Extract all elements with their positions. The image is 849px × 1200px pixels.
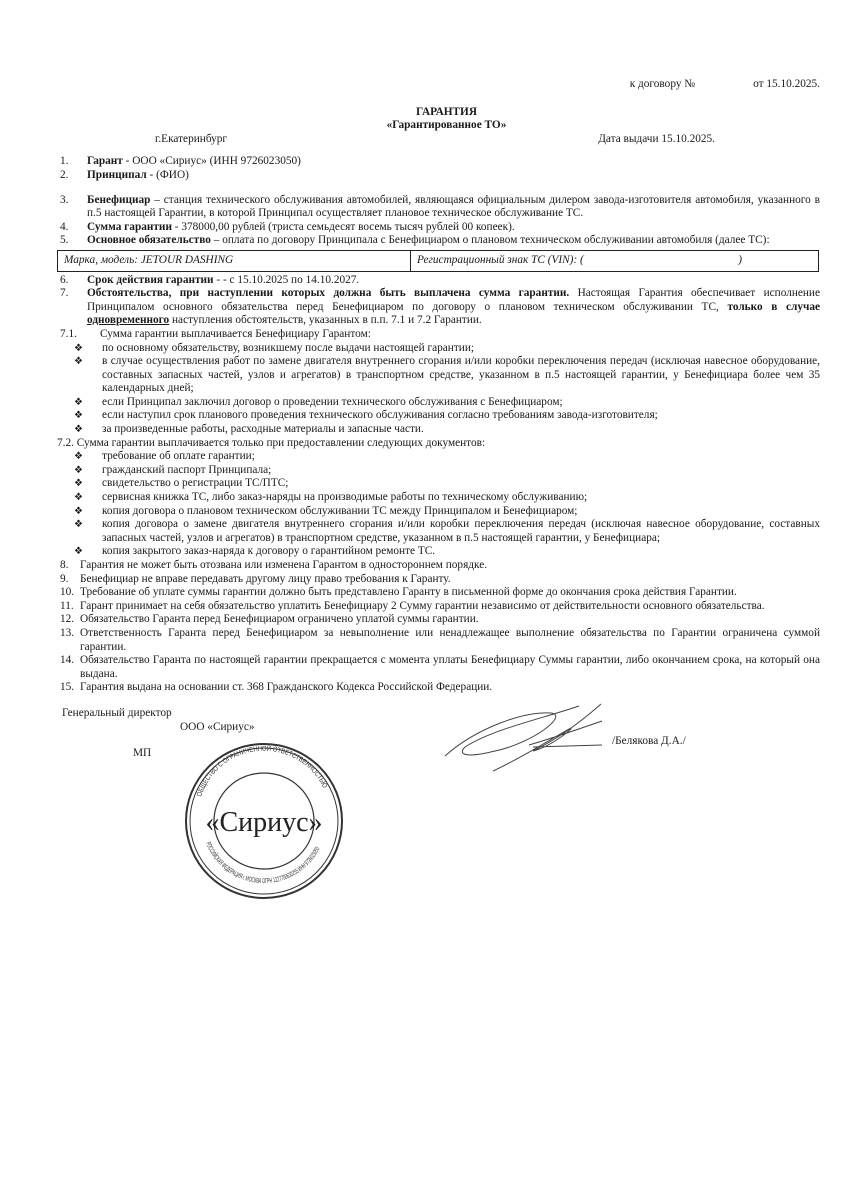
item-3: 3. Бенефициар – станция технического обслуживания автомобилей, являющаяся официальным дилером завода-изготовителя автомобиля, указанного в п.5 настоящей Гарантии, в которой Принципал осуществляет плановое техническое обслуживание ТС. <box>60 193 820 220</box>
bullet: ❖ сервисная книжка ТС, либо заказ-наряды на производимые работы по техническому обслуживанию; <box>74 491 588 504</box>
item-11: 11. Гарант принимает на себя обязательство уплатить Бенефициару 2 Сумму гарантии независимо от действительности основного обязательства. <box>60 599 765 612</box>
seal-mark-label: МП <box>133 746 152 759</box>
item-10: 10. Требование об уплате суммы гарантии должно быть представлено Гаранту в письменной форме до окончания срока действия Гарантии. <box>60 586 737 599</box>
item-4: 4. Сумма гарантии - 378000,00 рублей (триста семьдесят восемь тысяч рублей 00 копеек). <box>60 220 515 233</box>
contract-reference <box>57 78 820 92</box>
signer-company: ООО «Сириус» <box>180 720 255 733</box>
item-13: 13. Ответственность Гаранта перед Бенефициаром за невыполнение или ненадлежащее выполнение обязательства по Гарантии ограничена суммой гарантии. <box>60 626 820 653</box>
place-date-row <box>57 133 820 147</box>
bullet: ❖ копия закрытого заказ-наряда к договору о гарантийном ремонте ТС. <box>74 545 436 558</box>
contract-label: к договору № <box>629 78 696 90</box>
issue-date: Дата выдачи 15.10.2025. <box>598 132 715 145</box>
vehicle-model: Марка, модель: JETOUR DASHING <box>58 251 411 271</box>
document-subtitle: «Гарантированное ТО» <box>386 119 507 132</box>
stamp-ring-bottom: РОССИЙСКАЯ ФЕДЕРАЦИЯ г. МОСКВА ОГРН 1227700630255 ИНН 9726023050 <box>204 841 323 886</box>
bullet-icon: ❖ <box>74 424 83 436</box>
bullet: ❖ если наступил срок планового проведения технического обслуживания согласно требованиям завода-изготовителя; <box>74 409 658 422</box>
bullet-icon: ❖ <box>74 342 83 354</box>
item-8: 8. Гарантия не может быть отозвана или изменена Гарантом в одностороннем порядке. <box>60 559 488 571</box>
bullet: ❖ по основному обязательству, возникшему после выдачи настоящей гарантии; <box>74 341 475 354</box>
item-12: 12. Обязательство Гаранта перед Бенефициаром ограничено уплатой суммы гарантии. <box>60 613 479 626</box>
bullet-icon: ❖ <box>74 464 83 476</box>
bullet-icon: ❖ <box>74 546 83 558</box>
bullet-icon: ❖ <box>74 451 83 463</box>
item-7: 7. Обстоятельства, при наступлении которых должна быть выплачена сумма гарантии. Настоящая Гарантия обеспечивает исполнение Принципалом основного обязательства перед Бенефициаром по договору о плановом техническом обслуживании ТС, только в случае одновременного наступления обстоятельств, указанных в п.п. 7.1 и 7.2 Гарантии. <box>60 287 820 327</box>
bullet-icon: ❖ <box>74 492 83 504</box>
item-6: 6. Срок действия гарантии - - с 15.10.2025 по 14.10.2027. <box>60 273 360 286</box>
company-stamp <box>180 737 350 902</box>
bullet-icon: ❖ <box>74 356 83 368</box>
item-1: 1. Гарант - ООО «Сириус» (ИНН 9726023050) <box>60 155 301 168</box>
item-15: 15. Гарантия выдана на основании ст. 368 Гражданского Кодекса Российской Федерации. <box>60 681 493 694</box>
contract-date: от 15.10.2025. <box>753 78 820 90</box>
item-7-1: 7.1. Сумма гарантии выплачивается Бенефициару Гарантом: <box>60 327 371 340</box>
signer-name: /Белякова Д.А./ <box>612 734 686 747</box>
document-page <box>57 78 820 891</box>
bullet: ❖ свидетельство о регистрации ТС/ПТС; <box>74 477 289 490</box>
item-7-2: 7.2. Сумма гарантии выплачивается только при предоставлении следующих документов: <box>57 436 486 449</box>
bullet-icon: ❖ <box>74 478 83 490</box>
item-14: 14. Обязательство Гаранта по настоящей гарантии прекращается с момента уплаты Бенефициару Суммы гарантии, либо окончанием срока, на который она выдана. <box>60 654 820 680</box>
bullet: ❖ копия договора о замене двигателя внутреннего сгорания и/или коробки переключения передач (исключая навесное оборудование, составных запасных частей, узлов и агрегатов) в транспортном средстве, указанном в п.5 настоящей гарантии, у Бенефициара; <box>74 518 820 544</box>
vehicle-table <box>57 250 819 272</box>
stamp-name: «Сириус» <box>205 806 323 838</box>
document-title: ГАРАНТИЯ <box>416 105 477 118</box>
bullet: ❖ копия договора о плановом техническом обслуживании ТС между Принципалом и Бенефициаром; <box>74 504 578 517</box>
stamp-ring-top: ОБЩЕСТВО С ОГРАНИЧЕННОЙ ОТВЕТСТВЕННОСТЬЮ <box>196 745 329 798</box>
bullet: ❖ требование об оплате гарантии; <box>74 450 255 463</box>
signature-block <box>57 701 820 891</box>
city: г.Екатеринбург <box>155 132 228 145</box>
item-9: 9. Бенефициар не вправе передавать другому лицу право требования к Гаранту. <box>60 572 451 585</box>
bullet-icon: ❖ <box>74 410 83 422</box>
bullet: ❖ если Принципал заключил договор о проведении технического обслуживания с Бенефициаром; <box>74 395 563 408</box>
bullet-icon: ❖ <box>74 396 83 408</box>
item-5: 5. Основное обязательство – оплата по договору Принципала с Бенефициаром о плановом техническом обслуживании автомобиля (далее ТС): <box>60 234 770 247</box>
bullet: ❖ гражданский паспорт Принципала; <box>74 463 272 476</box>
vehicle-vin: Регистрационный знак ТС (VIN): ( ) <box>417 253 742 266</box>
signer-position: Генеральный директор <box>62 706 172 719</box>
signature-image <box>437 701 605 781</box>
bullet-icon: ❖ <box>74 519 83 531</box>
item-2: 2. Принципал - (ФИО) <box>60 168 189 181</box>
bullet: ❖ в случае осуществления работ по замене двигателя внутреннего сгорания и/или коробки переключения передач (исключая навесное оборудование, составных запасных частей, узлов и агрегатов) в транспортном средстве, указанном в п.5 настоящей гарантии, у Бенефициара более чем 35 календарных дней; <box>74 355 820 395</box>
bullet-icon: ❖ <box>74 505 83 517</box>
bullet: ❖ за произведенные работы, расходные материалы и запасные части. <box>74 423 424 436</box>
